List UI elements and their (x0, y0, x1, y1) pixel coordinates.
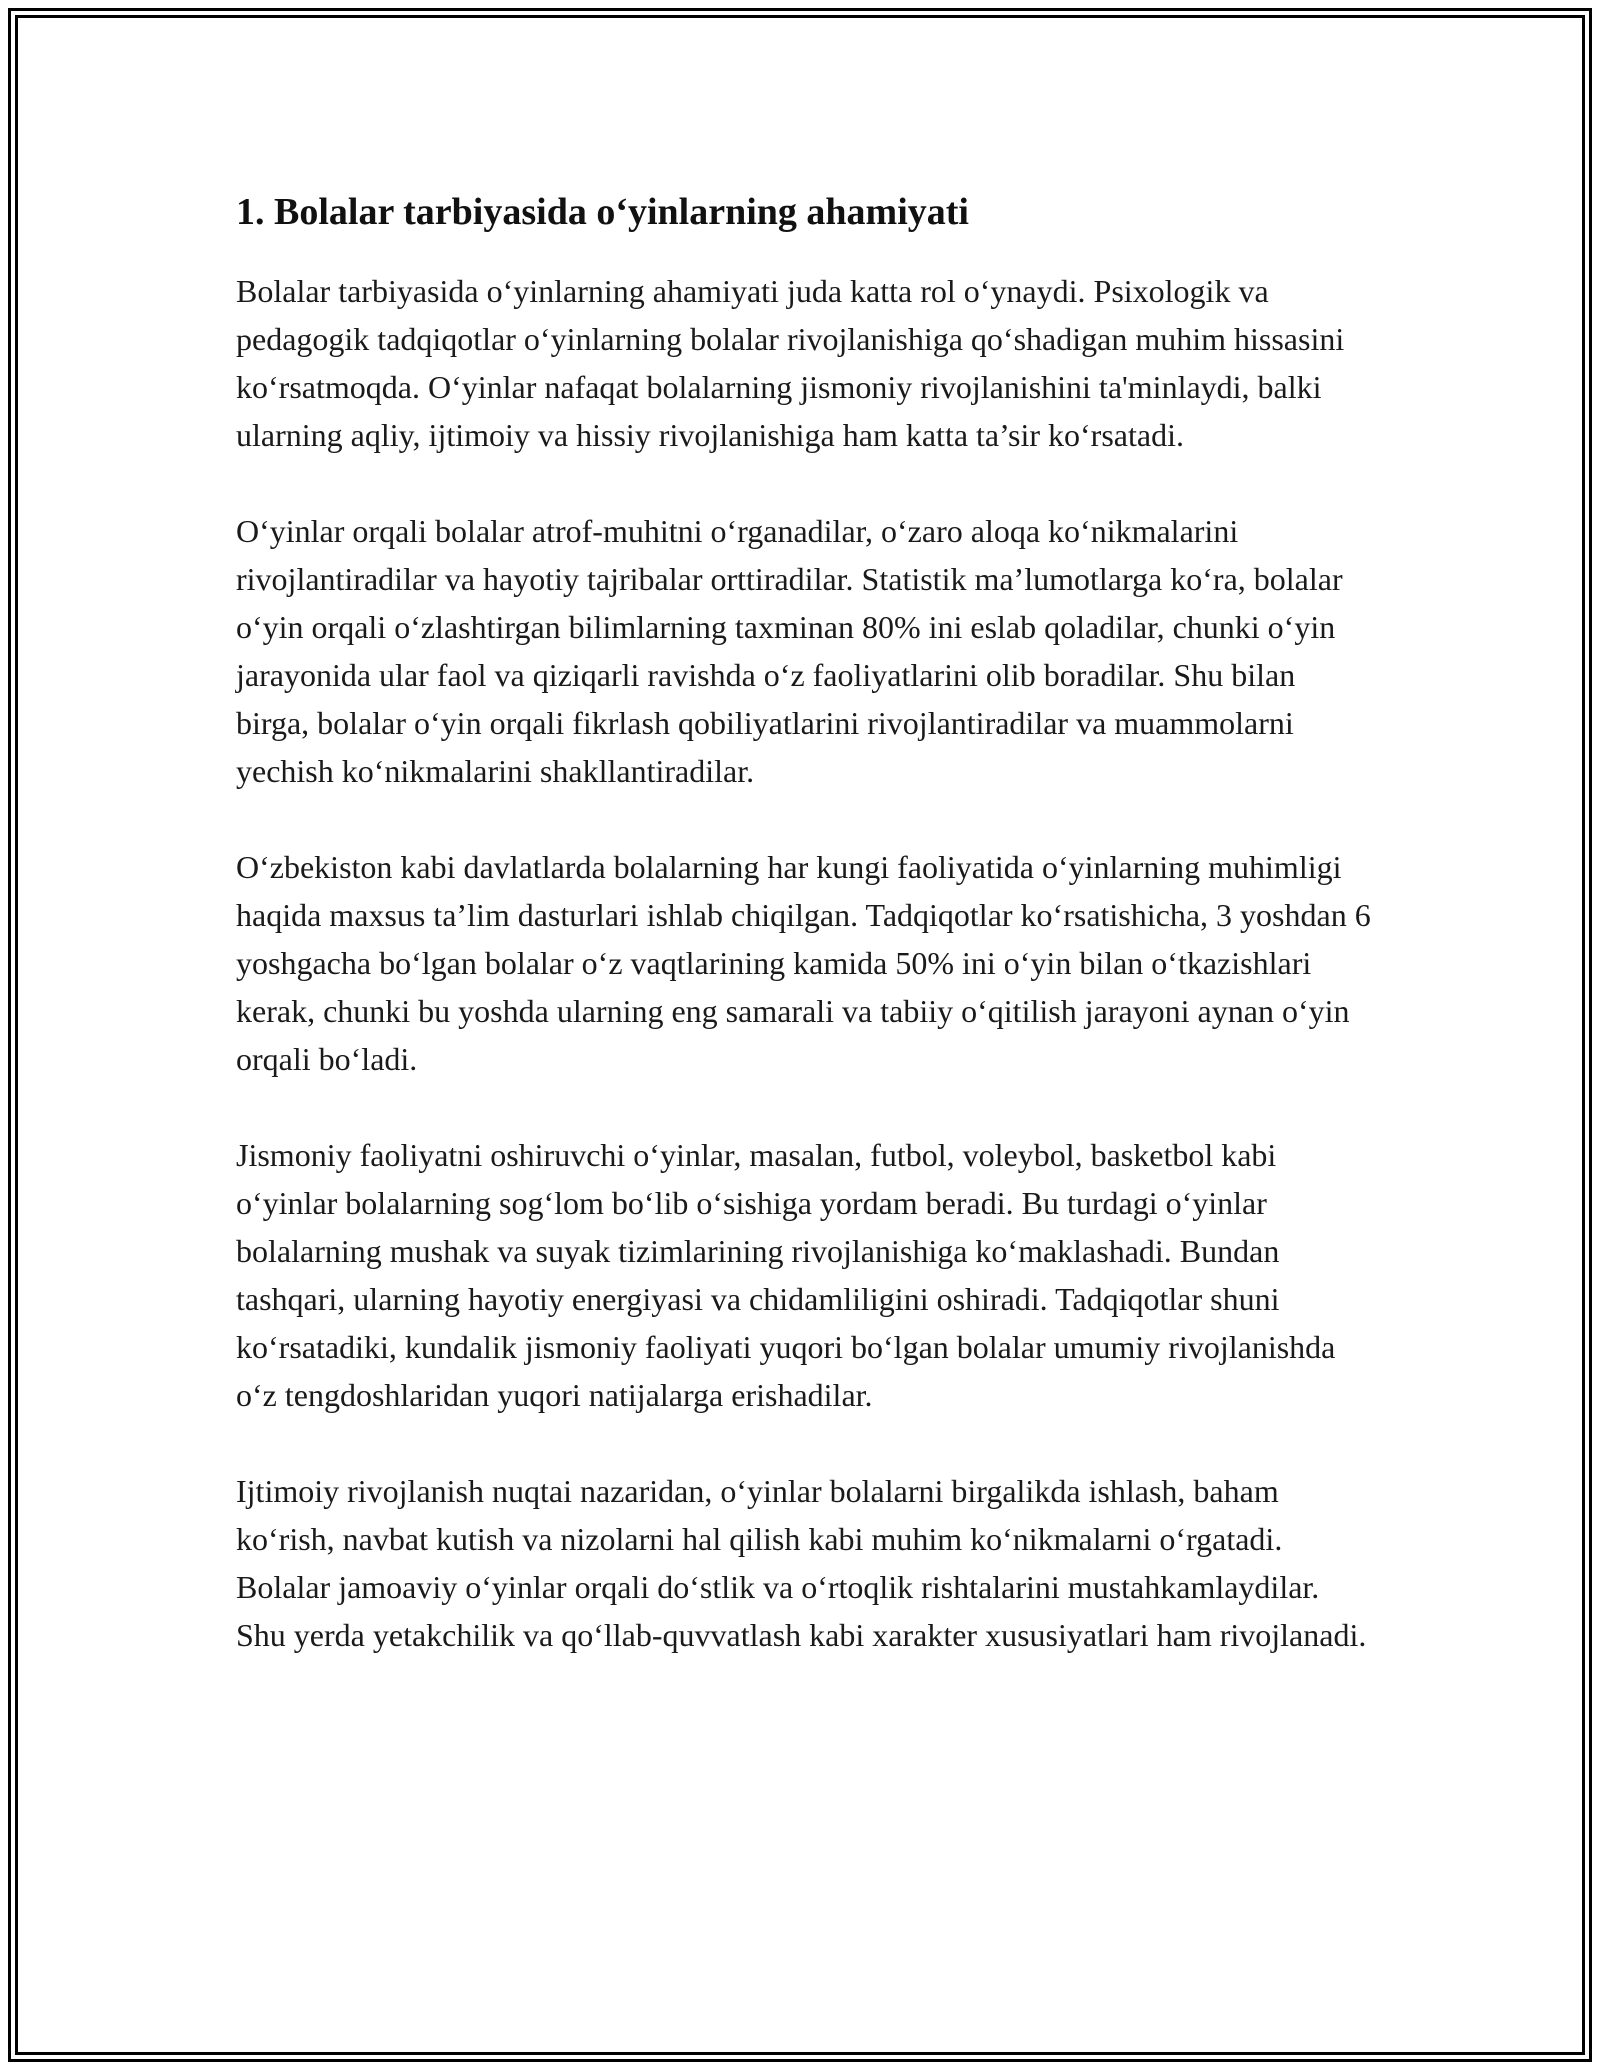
paragraph-physical-activity: Jismoniy faoliyatni oshiruvchi o‘yinlar, masalan, futbol, voleybol, basketbol kabi o‘yinlar bolalarning sog‘lom bo‘lib o‘sishiga yordam beradi. Bu turdagi o‘yinlar bolalarning mushak va suyak tizimlarining rivojlanishiga ko‘maklashadi. Bundan tashqari, ularning hayotiy energiyasi va chidamliligini oshiradi. Tadqiqotlar shuni ko‘rsatadiki, kundalik jismoniy faoliyati yuqori bo‘lgan bolalar umumiy rivojlanishda o‘z tengdoshlaridan yuqori natijalarga erishadilar. (236, 1137, 1336, 1414)
paragraph-education-programs: O‘zbekiston kabi davlatlarda bolalarning har kungi faoliyatida o‘yinlarning muhimligi haqida maxsus ta’lim dasturlari ishlab chiqilgan. Tadqiqotlar ko‘rsatishicha, 3 yoshdan 6 yoshgacha bo‘lgan bolalar o‘z vaqtlarining kamida 50% ini o‘yin bilan o‘tkazishlari kerak, chunki bu yoshda ularning eng samarali va tabiiy o‘qitilish jarayoni aynan o‘yin orqali bo‘ladi. (236, 849, 1371, 1078)
section-heading: 1. Bolalar tarbiyasida o‘yinlarning ahamiyati (236, 191, 969, 233)
paragraph-social-development: Ijtimoiy rivojlanish nuqtai nazaridan, o‘yinlar bolalarni birgalikda ishlash, baham ko‘rish, navbat kutish va nizolarni hal qilish kabi muhim ko‘nikmalarni o‘rgatadi. Bolalar jamoaviy o‘yinlar orqali do‘stlik va o‘rtoqlik rishtalarini mustahkamlaydilar. Shu yerda yetakchilik va qo‘llab-quvvatlash kabi xarakter xususiyatlari ham rivojlanadi. (236, 1473, 1367, 1654)
paragraph-learning: O‘yinlar orqali bolalar atrof-muhitni o‘rganadilar, o‘zaro aloqa ko‘nikmalarini rivojlantiradilar va hayotiy tajribalar orttiradilar. Statistik ma’lumotlarga ko‘ra, bolalar o‘yin orqali o‘zlashtirgan bilimlarning taxminan 80% ini eslab qoladilar, chunki o‘yin jarayonida ular faol va qiziqarli ravishda o‘z faoliyatlarini olib boradilar. Shu bilan birga, bolalar o‘yin orqali fikrlash qobiliyatlarini rivojlantiradilar va muammolarni yechish ko‘nikmalarini shakllantiradilar. (236, 513, 1343, 790)
document-body (236, 188, 1376, 1707)
paragraph-intro: Bolalar tarbiyasida o‘yinlarning ahamiyati juda katta rol o‘ynaydi. Psixologik va pedagogik tadqiqotlar o‘yinlarning bolalar rivojlanishiga qo‘shadigan muhim hissasini ko‘rsatmoqda. O‘yinlar nafaqat bolalarning jismoniy rivojlanishini ta'minlaydi, balki ularning aqliy, ijtimoiy va hissiy rivojlanishiga ham katta ta’sir ko‘rsatadi. (236, 273, 1345, 454)
